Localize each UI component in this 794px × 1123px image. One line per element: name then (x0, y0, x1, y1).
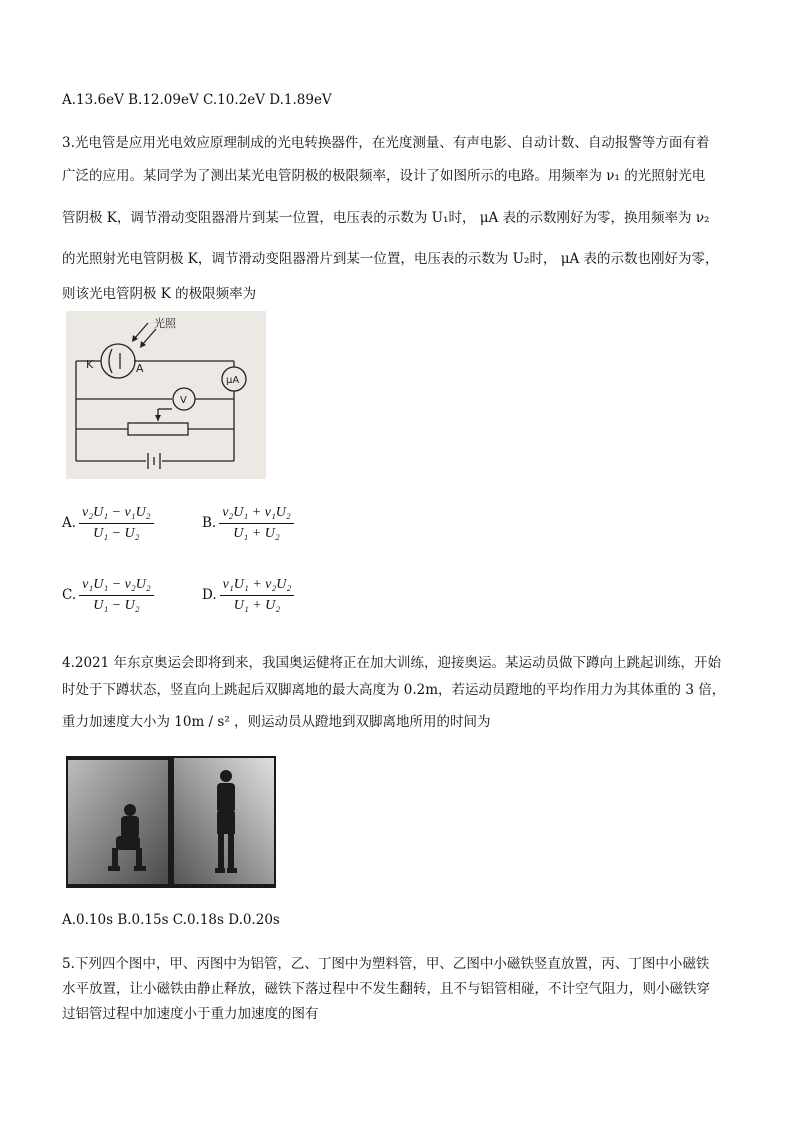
option-fraction (79, 576, 154, 614)
option-label: B. (202, 515, 217, 531)
q3-line-4: 的光照射光电管阴极 K，调节滑动变阻器滑片到某一位置，电压表的示数为 U₂时， μA 表的示数也刚好为零， (62, 251, 719, 267)
numerator: ν₁U₁ − ν₂U₂ (79, 576, 154, 596)
q4-line-2: 时处于下蹲状态，竖直向上跳起后双脚离地的最大高度为 0.2m，若运动员蹬地的平均作用力为其体重的 3 倍， (62, 682, 726, 698)
circuit-svg (66, 311, 266, 479)
q5-line-2: 水平放置，让小磁铁由静止释放，磁铁下落过程中不发生翻转，且不与铝管相碰，不计空气阻力，则小磁铁穿 (62, 981, 710, 997)
cathode-label: K (86, 358, 94, 371)
q5-line-1: 5.下列四个图中，甲、丙图中为铝管，乙、丁图中为塑料管，甲、乙图中小磁铁竖直放置，丙、丁图中小磁铁 (62, 956, 710, 972)
q3-line-2: 广泛的应用。某同学为了测出某光电管阴极的极限频率，设计了如图所示的电路。用频率为 ν₁ 的光照射光电 (62, 168, 706, 184)
numerator: ν₂U₁ + ν₁U₂ (219, 504, 294, 524)
numerator: ν₂U₁ − ν₁U₂ (79, 504, 154, 524)
athlete-photo (66, 756, 276, 888)
q3-line-5: 则该光电管阴极 K 的极限频率为 (62, 286, 257, 302)
numerator: ν₁U₁ + ν₂U₂ (220, 576, 295, 596)
q3-option-b (202, 504, 294, 542)
anode-label: A (136, 362, 144, 375)
q4-line-1: 4.2021 年东京奥运会即将到来，我国奥运健将正在加大训练，迎接奥运。某运动员做下蹲向上跳起训练，开始 (62, 655, 722, 671)
q4-line-3: 重力加速度大小为 10m / s² ，则运动员从蹬地到双脚离地所用的时间为 (62, 714, 491, 730)
denominator: U₁ − U₂ (93, 597, 140, 613)
microammeter-label: μA (226, 375, 240, 386)
option-fraction (79, 504, 154, 542)
voltmeter-label: V (180, 395, 187, 406)
option-fraction (219, 504, 294, 542)
q5-line-3: 过铝管过程中加速度小于重力加速度的图有 (62, 1006, 319, 1022)
q3-option-c (62, 576, 154, 614)
circuit-diagram (66, 311, 266, 479)
denominator: U₁ + U₂ (233, 597, 281, 613)
q3-line-1: 3.光电管是应用光电效应原理制成的光电转换器件，在光度测量、有声电影、自动计数、自动报警等方面有着 (62, 135, 710, 151)
denominator: U₁ − U₂ (93, 525, 140, 541)
rheostat-icon (128, 423, 188, 435)
option-label: A. (62, 515, 77, 531)
light-label: 光照 (154, 317, 176, 330)
option-fraction (220, 576, 295, 614)
q3-option-a (62, 504, 154, 542)
q3-option-d (202, 576, 294, 614)
athlete-photo-svg (66, 756, 276, 888)
q4-options: A.0.10s B.0.15s C.0.18s D.0.20s (62, 912, 280, 928)
denominator: U₁ + U₂ (233, 525, 280, 541)
q3-line-3: 管阴极 K，调节滑动变阻器滑片到某一位置，电压表的示数为 U₁时， μA 表的示数刚好为零，换用频率为 ν₂ (62, 210, 710, 226)
photocell-icon (101, 344, 135, 378)
q2-options: A.13.6eV B.12.09eV C.10.2eV D.1.89eV (62, 92, 332, 108)
option-label: C. (62, 587, 77, 603)
option-label: D. (202, 587, 217, 603)
